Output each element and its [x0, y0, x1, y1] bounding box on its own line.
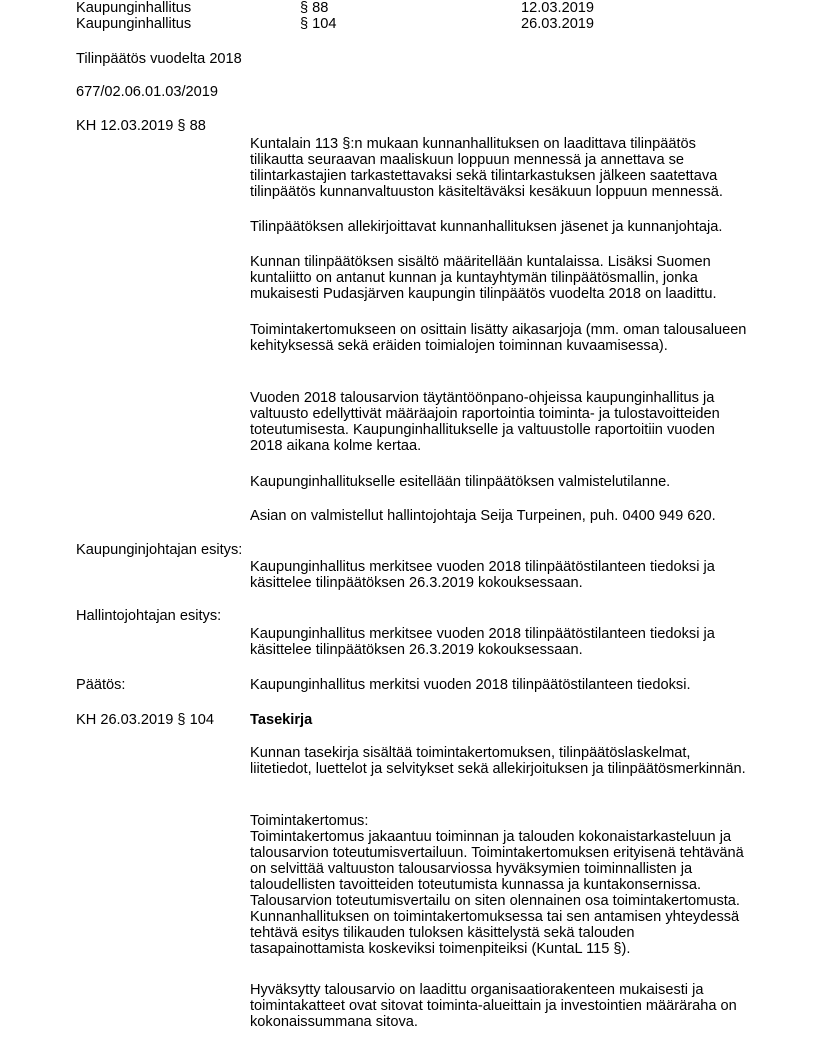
- kh1-para-2: Tilinpäätöksen allekirjoittavat kunnanhallituksen jäsenet ja kunnanjohtaja.: [250, 219, 723, 235]
- header-body-2: Kaupunginhallitus: [76, 16, 192, 32]
- toimintakertomus-heading: Toimintakertomus:: [250, 813, 369, 829]
- kh1-para-5: Vuoden 2018 talousarvion täytäntöönpano-ohjeissa kaupunginhallitus ja valtuusto edellyttivät määräajoin raportointia toiminta- ja tulostavoitteiden toteutumisesta. Kaupunginhallitukselle ja valtuustolle raportoitiin vuoden 2018 aikana kolme kertaa.: [250, 390, 720, 454]
- header-date-1: 12.03.2019: [521, 0, 595, 16]
- toimintakertomus-text: Toimintakertomus jakaantuu toiminnan ja talouden kokonaistarkasteluun ja talousarvion toteutumisvertailuun. Toimintakertomuksen erityisenä tehtävänä on selvittää valtuuston talousarviossa hyväksymien toiminnallisten ja taloudellisten tavoitteiden toteutumista kunnassa ja kuntakonsernissa. Talousarvion toteutumisvertailu on siten olennainen osa toimintakertomusta. Kunnanhallituksen on toimintakertomuksessa tai sen antamisen yhteydessä tehtävä esitys tilikauden tuloksen käsittelystä sekä talouden tasapainottamista koskeviksi toimenpiteiksi (KuntaL 115 §).: [250, 829, 744, 957]
- kh2-para-2: [250, 813, 750, 957]
- paatos-label: Päätös:: [76, 677, 126, 693]
- kh2-para-3: Hyväksytty talousarvio on laadittu organisaatiorakenteen mukaisesti ja toimintakatteet ovat sitovat toiminta-alueittain ja investointien määräraha on kokonaissummana sitova.: [250, 982, 737, 1030]
- kh2-para-1: Kunnan tasekirja sisältää toimintakertomuksen, tilinpäätöslaskelmat, liitetiedot, luettelot ja selvitykset sekä allekirjoituksen ja tilinpäätösmerkinnän.: [250, 745, 746, 777]
- kh1-para-7: Asian on valmistellut hallintojohtaja Seija Turpeinen, puh. 0400 949 620.: [250, 508, 716, 524]
- kh1-para-1: Kuntalain 113 §:n mukaan kunnanhallituksen on laadittava tilinpäätös tilikautta seuraavan maaliskuun loppuun mennessä ja annettava se tilintarkastajien tarkastettavaksi sekä tilintarkastuksen jälkeen saatettava tilinpäätös kunnanvaltuuston käsiteltäväksi kesäkuun loppuun mennessä.: [250, 136, 723, 200]
- header-section-1: § 88: [300, 0, 329, 16]
- kh1-para-3: Kunnan tilinpäätöksen sisältö määritellään kuntalaissa. Lisäksi Suomen kuntaliitto on antanut kunnan ja kuntayhtymän tilinpäätösmallin, jonka mukaisesti Pudasjärven kaupungin tilinpäätös vuodelta 2018 on laadittu.: [250, 254, 717, 302]
- kaupunginjohtajan-esitys-text: Kaupunginhallitus merkitsee vuoden 2018 tilinpäätöstilanteen tiedoksi ja käsittelee tilinpäätöksen 26.3.2019 kokouksessaan.: [250, 559, 715, 591]
- tasekirja-heading: Tasekirja: [250, 712, 313, 728]
- kh2-label: KH 26.03.2019 § 104: [76, 712, 214, 728]
- hallintojohtajan-esitys-label: Hallintojohtajan esitys:: [76, 608, 222, 624]
- record-number: 677/02.06.01.03/2019: [76, 84, 219, 100]
- page-title: Tilinpäätös vuodelta 2018: [76, 51, 242, 67]
- kh1-para-4: Toimintakertomukseen on osittain lisätty aikasarjoja (mm. oman talousalueen kehityksessä sekä eräiden toimialojen toiminnan kuvaamisessa).: [250, 322, 747, 354]
- kh1-para-6: Kaupunginhallitukselle esitellään tilinpäätöksen valmistelutilanne.: [250, 474, 671, 490]
- kaupunginjohtajan-esitys-label: Kaupunginjohtajan esitys:: [76, 542, 243, 558]
- header-section-2: § 104: [300, 16, 337, 32]
- header-body-1: Kaupunginhallitus: [76, 0, 192, 16]
- paatos-text: Kaupunginhallitus merkitsi vuoden 2018 tilinpäätöstilanteen tiedoksi.: [250, 677, 691, 693]
- header-date-2: 26.03.2019: [521, 16, 595, 32]
- hallintojohtajan-esitys-text: Kaupunginhallitus merkitsee vuoden 2018 tilinpäätöstilanteen tiedoksi ja käsittelee tilinpäätöksen 26.3.2019 kokouksessaan.: [250, 626, 715, 658]
- kh1-label: KH 12.03.2019 § 88: [76, 118, 206, 134]
